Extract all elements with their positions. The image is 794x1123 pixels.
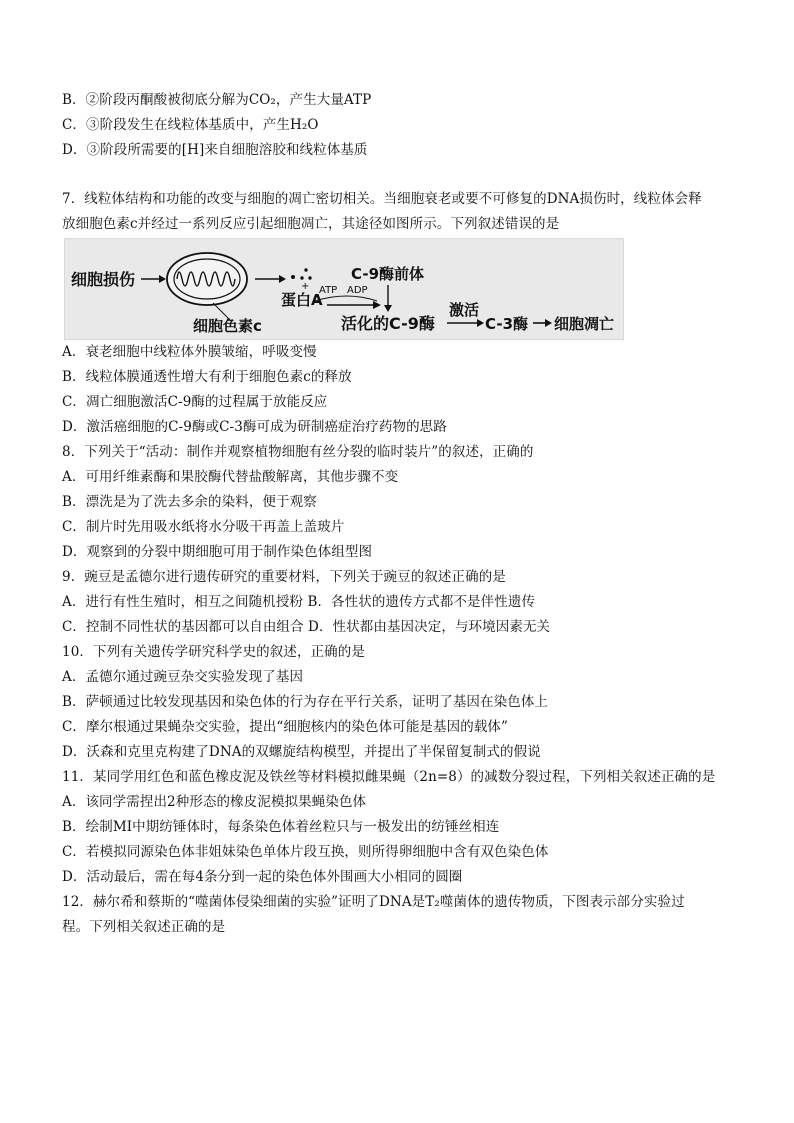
q11-option-b: B．绘制MⅠ中期纺锤体时，每条染色体着丝粒只与一极发出的纺锤丝相连	[62, 819, 500, 835]
released-molecules-dots	[291, 268, 312, 279]
q11-option-c: C．若模拟同源染色体非姐妹染色单体片段互换，则所得卵细胞中含有双色染色体	[62, 844, 549, 860]
adp-label: ADP	[347, 285, 368, 296]
q8-stem: 8．下列关于“活动：制作并观察植物细胞有丝分裂的临时装片”的叙述，正确的	[62, 444, 534, 460]
atp-label: ATP	[319, 285, 338, 296]
precursor-down-arrow	[384, 285, 392, 312]
plus-sign: +	[301, 281, 310, 292]
q9-options-ab: A．进行有性生殖时，相互之间随机授粉 B．各性状的遗传方式都不是伴性遗传	[62, 594, 536, 610]
c3-enzyme-label: C-3酶	[485, 315, 529, 333]
apoptosis-label: 细胞凋亡	[554, 315, 615, 333]
q7-stem-line1: 7．线粒体结构和功能的改变与细胞的凋亡密切相关。当细胞衰老或要不可修复的DNA损伤时，线粒体会释	[62, 191, 702, 207]
q10-option-b: B．萨顿通过比较发现基因和染色体的行为存在平行关系，证明了基因在染色体上	[62, 694, 549, 710]
activated-c9-label: 活化的C-9酶	[341, 314, 435, 333]
q7-option-a: A．衰老细胞中线粒体外膜皱缩，呼吸变慢	[62, 344, 317, 360]
q8-option-b: B．漂洗是为了洗去多余的染料，便于观察	[62, 494, 317, 510]
q7-stem-line2: 放细胞色素c并经过一系列反应引起细胞凋亡，其途径如图所示。下列叙述错误的是	[62, 216, 560, 232]
q10-stem: 10．下列有关遗传学研究科学史的叙述，正确的是	[62, 644, 365, 660]
q11-option-d: D．活动最后，需在每4条分到一起的染色体外围画大小相同的圆圈	[62, 869, 463, 885]
activate-label: 激活	[449, 301, 480, 319]
q11-stem: 11．某同学用红色和蓝色橡皮泥及铁丝等材料模拟雌果蝇（2n=8）的减数分裂过程，下列相关叙述正确的是	[62, 769, 716, 785]
arrow-to-mitochondrion	[141, 275, 166, 283]
c3-to-apoptosis-arrow	[533, 319, 552, 327]
protein-a-label: 蛋白A	[281, 291, 323, 309]
cell-damage-label: 细胞损伤	[71, 270, 136, 289]
protein-a-to-c9-arrow	[327, 301, 381, 309]
arrow-to-release	[255, 275, 286, 283]
atp-adp-curve	[315, 296, 377, 301]
q12-stem-line1: 12．赫尔希和蔡斯的“噬菌体侵染细菌的实验”证明了DNA是T₂噬菌体的遗传物质，下图表示部分实验过	[62, 894, 685, 910]
q8-option-d: D．观察到的分裂中期细胞可用于制作染色体组型图	[62, 544, 373, 560]
q6-option-b: B．②阶段丙酮酸被彻底分解为CO₂，产生大量ATP	[62, 92, 372, 108]
q8-option-a: A．可用纤维素酶和果胶酶代替盐酸解离，其他步骤不变	[62, 469, 399, 485]
q6-option-c: C．③阶段发生在线粒体基质中，产生H₂O	[62, 117, 319, 133]
q8-option-c: C．制片时先用吸水纸将水分吸干再盖上盖玻片	[62, 519, 345, 535]
q10-option-c: C．摩尔根通过果蝇杂交实验，提出“细胞核内的染色体可能是基因的载体”	[62, 719, 509, 735]
mitochondrion-icon	[167, 253, 247, 305]
activate-arrow	[447, 319, 484, 327]
q7-option-b: B．线粒体膜通透性增大有利于细胞色素c的释放	[62, 369, 352, 385]
q10-option-d: D．沃森和克里克构建了DNA的双螺旋结构模型，并提出了半保留复制式的假说	[62, 744, 541, 760]
apoptosis-pathway-diagram	[64, 238, 624, 340]
q9-stem: 9．豌豆是孟德尔进行遗传研究的重要材料，下列关于豌豆的叙述正确的是	[62, 569, 506, 585]
q9-options-cd: C．控制不同性状的基因都可以自由组合 D．性状都由基因决定，与环境因素无关	[62, 619, 551, 635]
q7-option-d: D．激活癌细胞的C-9酶或C-3酶可成为研制癌症治疗药物的思路	[62, 419, 447, 435]
diagram-svg	[65, 239, 623, 339]
q6-option-d: D．③阶段所需要的[H]来自细胞溶胶和线粒体基质	[62, 142, 368, 158]
q11-option-a: A．该同学需捏出2种形态的橡皮泥模拟果蝇染色体	[62, 794, 367, 810]
q10-option-a: A．孟德尔通过豌豆杂交实验发现了基因	[62, 669, 304, 685]
q12-stem-line2: 程。下列相关叙述正确的是	[62, 919, 226, 935]
cytochrome-c-label: 细胞色素c	[193, 317, 262, 335]
c9-precursor-label: C-9酶前体	[351, 265, 425, 283]
q7-option-c: C．凋亡细胞激活C-9酶的过程属于放能反应	[62, 394, 328, 410]
